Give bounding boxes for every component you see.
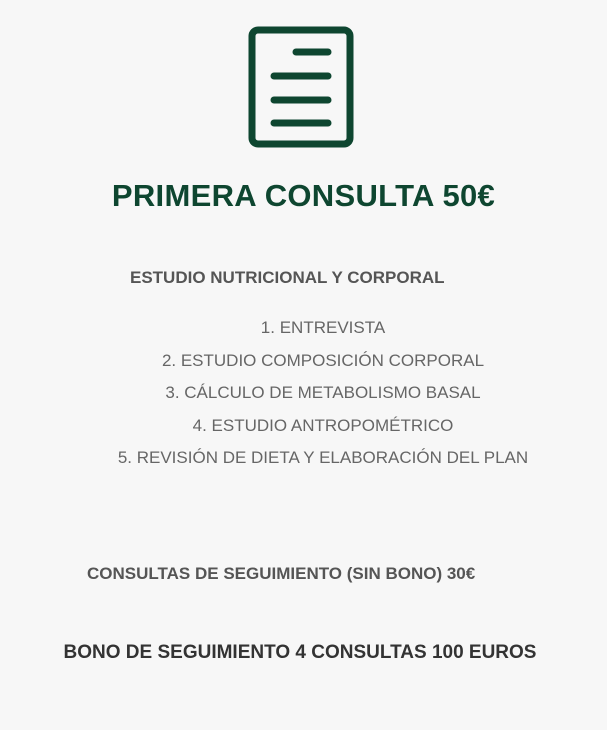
step-item: 4. ESTUDIO ANTROPOMÉTRICO bbox=[192, 415, 454, 435]
steps-list bbox=[0, 317, 607, 480]
followup-price: CONSULTAS DE SEGUIMIENTO (SIN BONO) 30€ bbox=[87, 564, 476, 583]
page-title: PRIMERA CONSULTA 50€ bbox=[111, 178, 496, 213]
step-item: 2. ESTUDIO COMPOSICIÓN CORPORAL bbox=[161, 350, 485, 370]
step-item: 5. REVISIÓN DE DIETA Y ELABORACIÓN DEL PLAN bbox=[117, 448, 529, 467]
section-subtitle: ESTUDIO NUTRICIONAL Y CORPORAL bbox=[130, 268, 445, 287]
step-item: 1. ENTREVISTA bbox=[260, 318, 386, 337]
bono-price: BONO DE SEGUIMIENTO 4 CONSULTAS 100 EUROS bbox=[63, 642, 537, 663]
document-icon bbox=[248, 26, 354, 148]
step-item: 3. CÁLCULO DE METABOLISMO BASAL bbox=[165, 383, 481, 402]
